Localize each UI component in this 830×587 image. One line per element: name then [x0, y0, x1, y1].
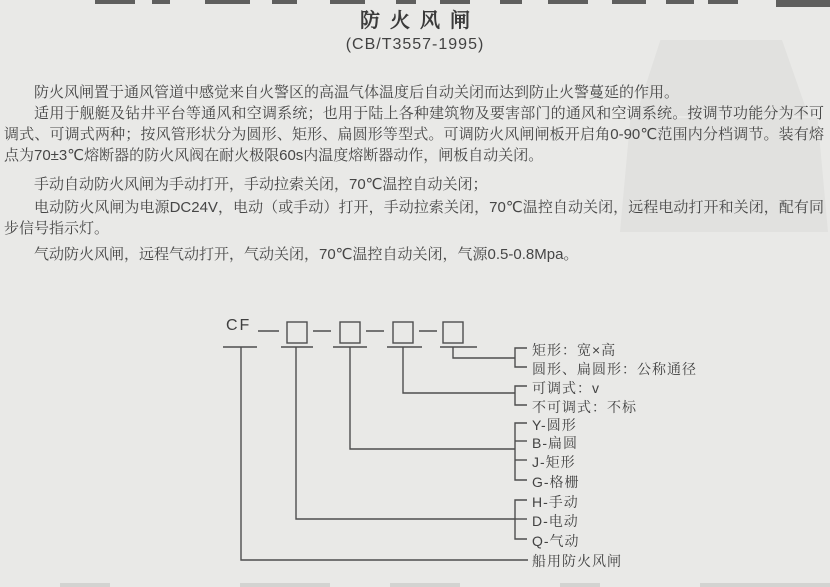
paragraph-manual-type: 手动自动防火风闸为手动打开，手动拉索关闭，70℃温控自动关闭；	[34, 176, 488, 193]
bracket-shape-group	[515, 423, 527, 480]
model-code-prefix: CF	[226, 317, 252, 334]
diagram-label-h-manual: H-手动	[532, 494, 579, 510]
leader-shape-group	[350, 347, 515, 449]
diagram-label-adjustable: 可调式：v	[532, 380, 600, 396]
diagram-label-b-oval: B-扁圆	[532, 435, 578, 451]
paragraph-application: 适用于舰艇及钻井平台等通风和空调系统；也用于陆上各种建筑物及要害部门的通风和空调系统。按调节功能分为不可调式、可调式两种；按风管形状分为圆形、矩形、扁圆形等型式。可调防火风闸闸板开启角0-90℃范围内分档调节。装有熔点为70±3℃熔断器的防火风阀在耐火极限60s内温度熔断器动作，闸板自动关闭。	[4, 105, 824, 164]
diagram-label-rect-size: 矩形：宽×高	[532, 342, 617, 358]
leader-product-name	[241, 347, 528, 560]
paragraph-overview: 防火风闸置于通风管道中感觉来自火警区的高温气体温度后自动关闭而达到防止火警蔓延的作用。	[34, 84, 680, 101]
paragraph-electric-type: 电动防火风闸为电源DC24V，电动（或手动）打开，手动拉索关闭，70℃温控自动关闭，远程电动打开和关闭，配有同步信号指示灯。	[4, 199, 824, 237]
leader-size-group	[453, 347, 515, 358]
diagram-label-product-name: 船用防火风闸	[532, 553, 622, 569]
bracket-size-group	[515, 348, 527, 367]
standard-number: (CB/T3557-1995)	[345, 36, 485, 53]
diagram-label-g-grille: G-格栅	[532, 474, 580, 490]
diagram-label-d-electric: D-电动	[532, 513, 579, 529]
model-code-box	[340, 322, 360, 343]
diagram-label-non-adjustable: 不可调式：不标	[532, 399, 637, 415]
bracket-adjust-group	[515, 386, 527, 405]
diagram-label-y-round: Y-圆形	[532, 417, 577, 433]
model-code-box	[443, 322, 463, 343]
paragraph-pneumatic-type: 气动防火风闸，远程气动打开，气动关闭，70℃温控自动关闭，气源0.5-0.8Mpa。	[34, 246, 579, 263]
leader-drive-group	[296, 347, 515, 519]
leader-adjust-group	[403, 347, 515, 393]
page-title: 防火风闸	[360, 10, 480, 32]
model-code-box	[393, 322, 413, 343]
diagram-label-q-pneumatic: Q-气动	[532, 533, 580, 549]
diagram-label-round-size: 圆形、扁圆形：公称通径	[532, 361, 697, 377]
diagram-label-j-rect: J-矩形	[532, 454, 576, 470]
model-code-box	[287, 322, 307, 343]
